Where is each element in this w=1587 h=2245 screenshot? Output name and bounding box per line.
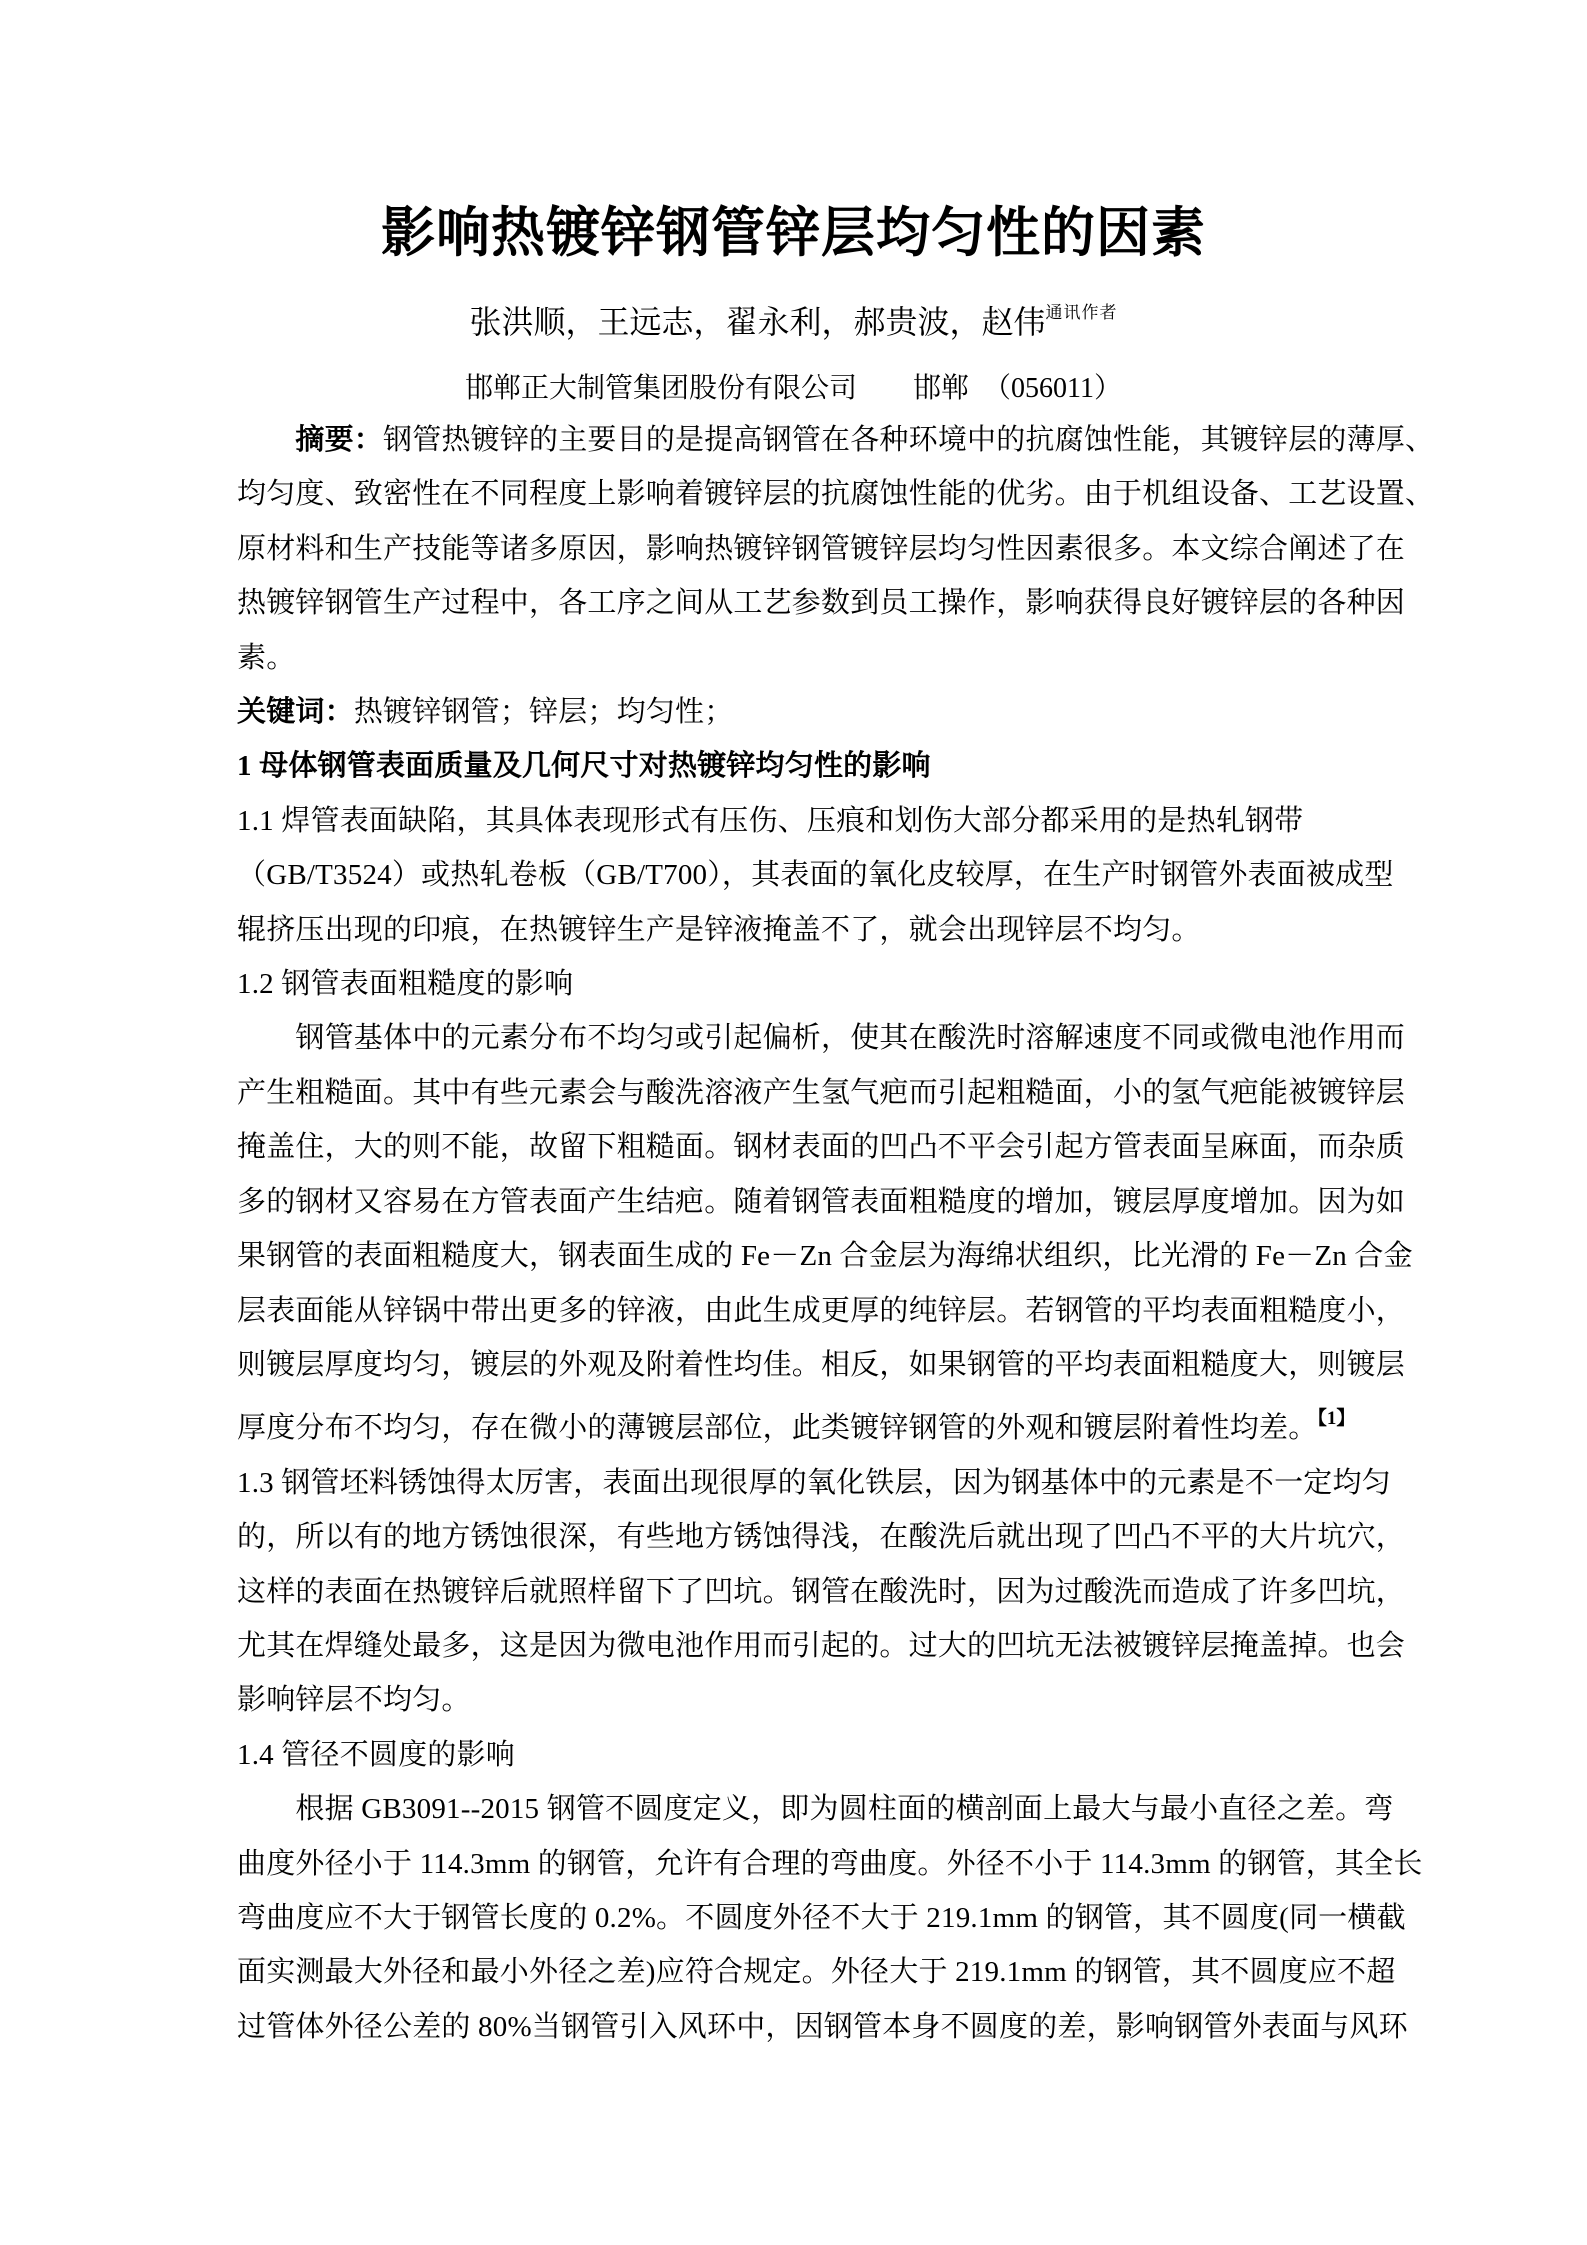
text-segment: 则镀层厚度均匀，镀层的外观及附着性均佳。相反，如果钢管的平均表面粗糙度大，则镀层 <box>237 1348 1406 1381</box>
text-segment: 钢管热镀锌的主要目的是提高钢管在各种环境中的抗腐蚀性能，其镀锌层的薄厚、 <box>383 424 1435 456</box>
body-line <box>237 1673 1437 1727</box>
body-line <box>237 1392 1437 1455</box>
body-line <box>237 957 1437 1011</box>
body-line <box>237 794 1437 848</box>
text-segment: 素。 <box>237 641 296 674</box>
body-line <box>237 1011 1437 1065</box>
body-line <box>237 522 1437 576</box>
text-segment: 层表面能从锌锅中带出更多的锌液，由此生成更厚的纯锌层。若钢管的平均表面粗糙度小， <box>237 1294 1406 1327</box>
body-line <box>237 848 1437 902</box>
text-segment: 钢管基体中的元素分布不均匀或引起偏析，使其在酸洗时溶解速度不同或微电池作用而 <box>237 1022 1406 1055</box>
text-segment: 热镀锌钢管；锌层；均匀性； <box>353 696 734 729</box>
body-line <box>237 1782 1437 1836</box>
body-line <box>237 1120 1437 1174</box>
body-line <box>237 1837 1437 1891</box>
text-segment: 1.2 钢管表面粗糙度的影响 <box>237 968 574 1001</box>
text-segment <box>237 424 295 456</box>
body-line <box>237 1175 1437 1229</box>
text-segment: 果钢管的表面粗糙度大，钢表面生成的 Fe－Zn 合金层为海绵状组织，比光滑的 Fe－Zn 合金 <box>237 1240 1413 1273</box>
body-line <box>237 1728 1437 1782</box>
body-line <box>237 685 1437 739</box>
text-segment: 尤其在焊缝处最多，这是因为微电池作用而引起的。过大的凹坑无法被镀锌层掩盖掉。也会 <box>237 1629 1406 1662</box>
text-segment: 摘要： <box>295 424 384 456</box>
body-line <box>237 631 1437 685</box>
body-line <box>237 2000 1437 2054</box>
author-names: 张洪顺，王远志，翟永利，郝贵波，赵伟 <box>469 304 1046 340</box>
body-line <box>237 1338 1437 1392</box>
text-segment: 1 母体钢管表面质量及几何尺寸对热镀锌均匀性的影响 <box>237 750 931 783</box>
text-segment: 均匀度、致密性在不同程度上影响着镀锌层的抗腐蚀性能的优劣。由于机组设备、工艺设置、 <box>237 478 1435 511</box>
text-segment: 根据 GB3091--2015 钢管不圆度定义，即为圆柱面的横剖面上最大与最小直径之差。弯 <box>237 1793 1394 1826</box>
text-segment: 产生粗糙面。其中有些元素会与酸洗溶液产生氢气疤而引起粗糙面，小的氢气疤能被镀锌层 <box>237 1076 1406 1109</box>
text-segment: 关键词： <box>237 696 354 729</box>
text-segment: 热镀锌钢管生产过程中，各工序之间从工艺参数到员工操作，影响获得良好镀锌层的各种因 <box>237 587 1406 620</box>
body-line <box>237 1229 1437 1283</box>
corresponding-author-superscript: 通讯作者 <box>1045 303 1118 322</box>
body-line <box>237 1619 1437 1673</box>
body-line <box>237 1510 1437 1564</box>
body-line <box>237 576 1437 630</box>
text-segment: 厚度分布不均匀，存在微小的薄镀层部位，此类镀锌钢管的外观和镀层附着性均差。 <box>237 1412 1318 1445</box>
text-segment: （GB/T3524）或热轧卷板（GB/T700），其表面的氧化皮较厚，在生产时钢管外表面被成型 <box>237 859 1394 892</box>
text-segment: 曲度外径小于 114.3mm 的钢管，允许有合理的弯曲度。外径不小于 114.3mm 的钢管，其全长 <box>237 1847 1423 1880</box>
text-segment: 1.4 管径不圆度的影响 <box>237 1738 515 1771</box>
text-segment: 弯曲度应不大于钢管长度的 0.2%。不圆度外径不大于 219.1mm 的钢管，其不圆度(同一横截 <box>237 1901 1406 1934</box>
text-segment: 辊挤压出现的印痕，在热镀锌生产是锌液掩盖不了，就会出现锌层不均匀。 <box>237 913 1201 946</box>
body-line <box>237 739 1437 793</box>
authors-line <box>0 297 1587 343</box>
body-line <box>237 1891 1437 1945</box>
text-segment: 多的钢材又容易在方管表面产生结疤。随着钢管表面粗糙度的增加，镀层厚度增加。因为如 <box>237 1185 1406 1218</box>
body-line <box>237 903 1437 957</box>
body-line <box>237 413 1437 467</box>
text-segment: 这样的表面在热镀锌后就照样留下了凹坑。钢管在酸洗时，因为过酸洗而造成了许多凹坑， <box>237 1575 1406 1608</box>
reference-superscript: 【1】 <box>1317 1408 1356 1430</box>
text-segment: 1.3 钢管坯料锈蚀得太厉害，表面出现很厚的氧化铁层，因为钢基体中的元素是不一定均匀 <box>237 1466 1391 1499</box>
paper-title: 影响热镀锌钢管锌层均匀性的因素 <box>381 203 1206 263</box>
text-segment: 过管体外径公差的 80%当钢管引入风环中，因钢管本身不圆度的差，影响钢管外表面与风环 <box>237 2010 1408 2043</box>
body-line <box>237 1456 1437 1510</box>
text-segment: 面实测最大外径和最小外径之差)应符合规定。外径大于 219.1mm 的钢管，其不圆度应不超 <box>237 1956 1396 1989</box>
body-line <box>237 1284 1437 1338</box>
body-line <box>237 1066 1437 1120</box>
text-segment: 的，所以有的地方锈蚀很深，有些地方锈蚀得浅，在酸洗后就出现了凹凸不平的大片坑穴， <box>237 1521 1406 1554</box>
text-segment: 原材料和生产技能等诸多原因，影响热镀锌钢管镀锌层均匀性因素很多。本文综合阐述了在 <box>237 532 1406 565</box>
body-text <box>237 413 1437 2054</box>
body-line <box>237 1565 1437 1619</box>
text-segment: 掩盖住，大的则不能，故留下粗糙面。钢材表面的凹凸不平会引起方管表面呈麻面，而杂质 <box>237 1131 1406 1164</box>
body-line <box>237 1945 1437 1999</box>
affiliation-line: 邯郸正大制管集团股份有限公司 邯郸 （056011） <box>465 373 1122 404</box>
body-line <box>237 467 1437 521</box>
text-segment: 1.1 焊管表面缺陷，其具体表现形式有压伤、压痕和划伤大部分都采用的是热轧钢带 <box>237 804 1304 837</box>
text-segment: 影响锌层不均匀。 <box>237 1684 471 1717</box>
